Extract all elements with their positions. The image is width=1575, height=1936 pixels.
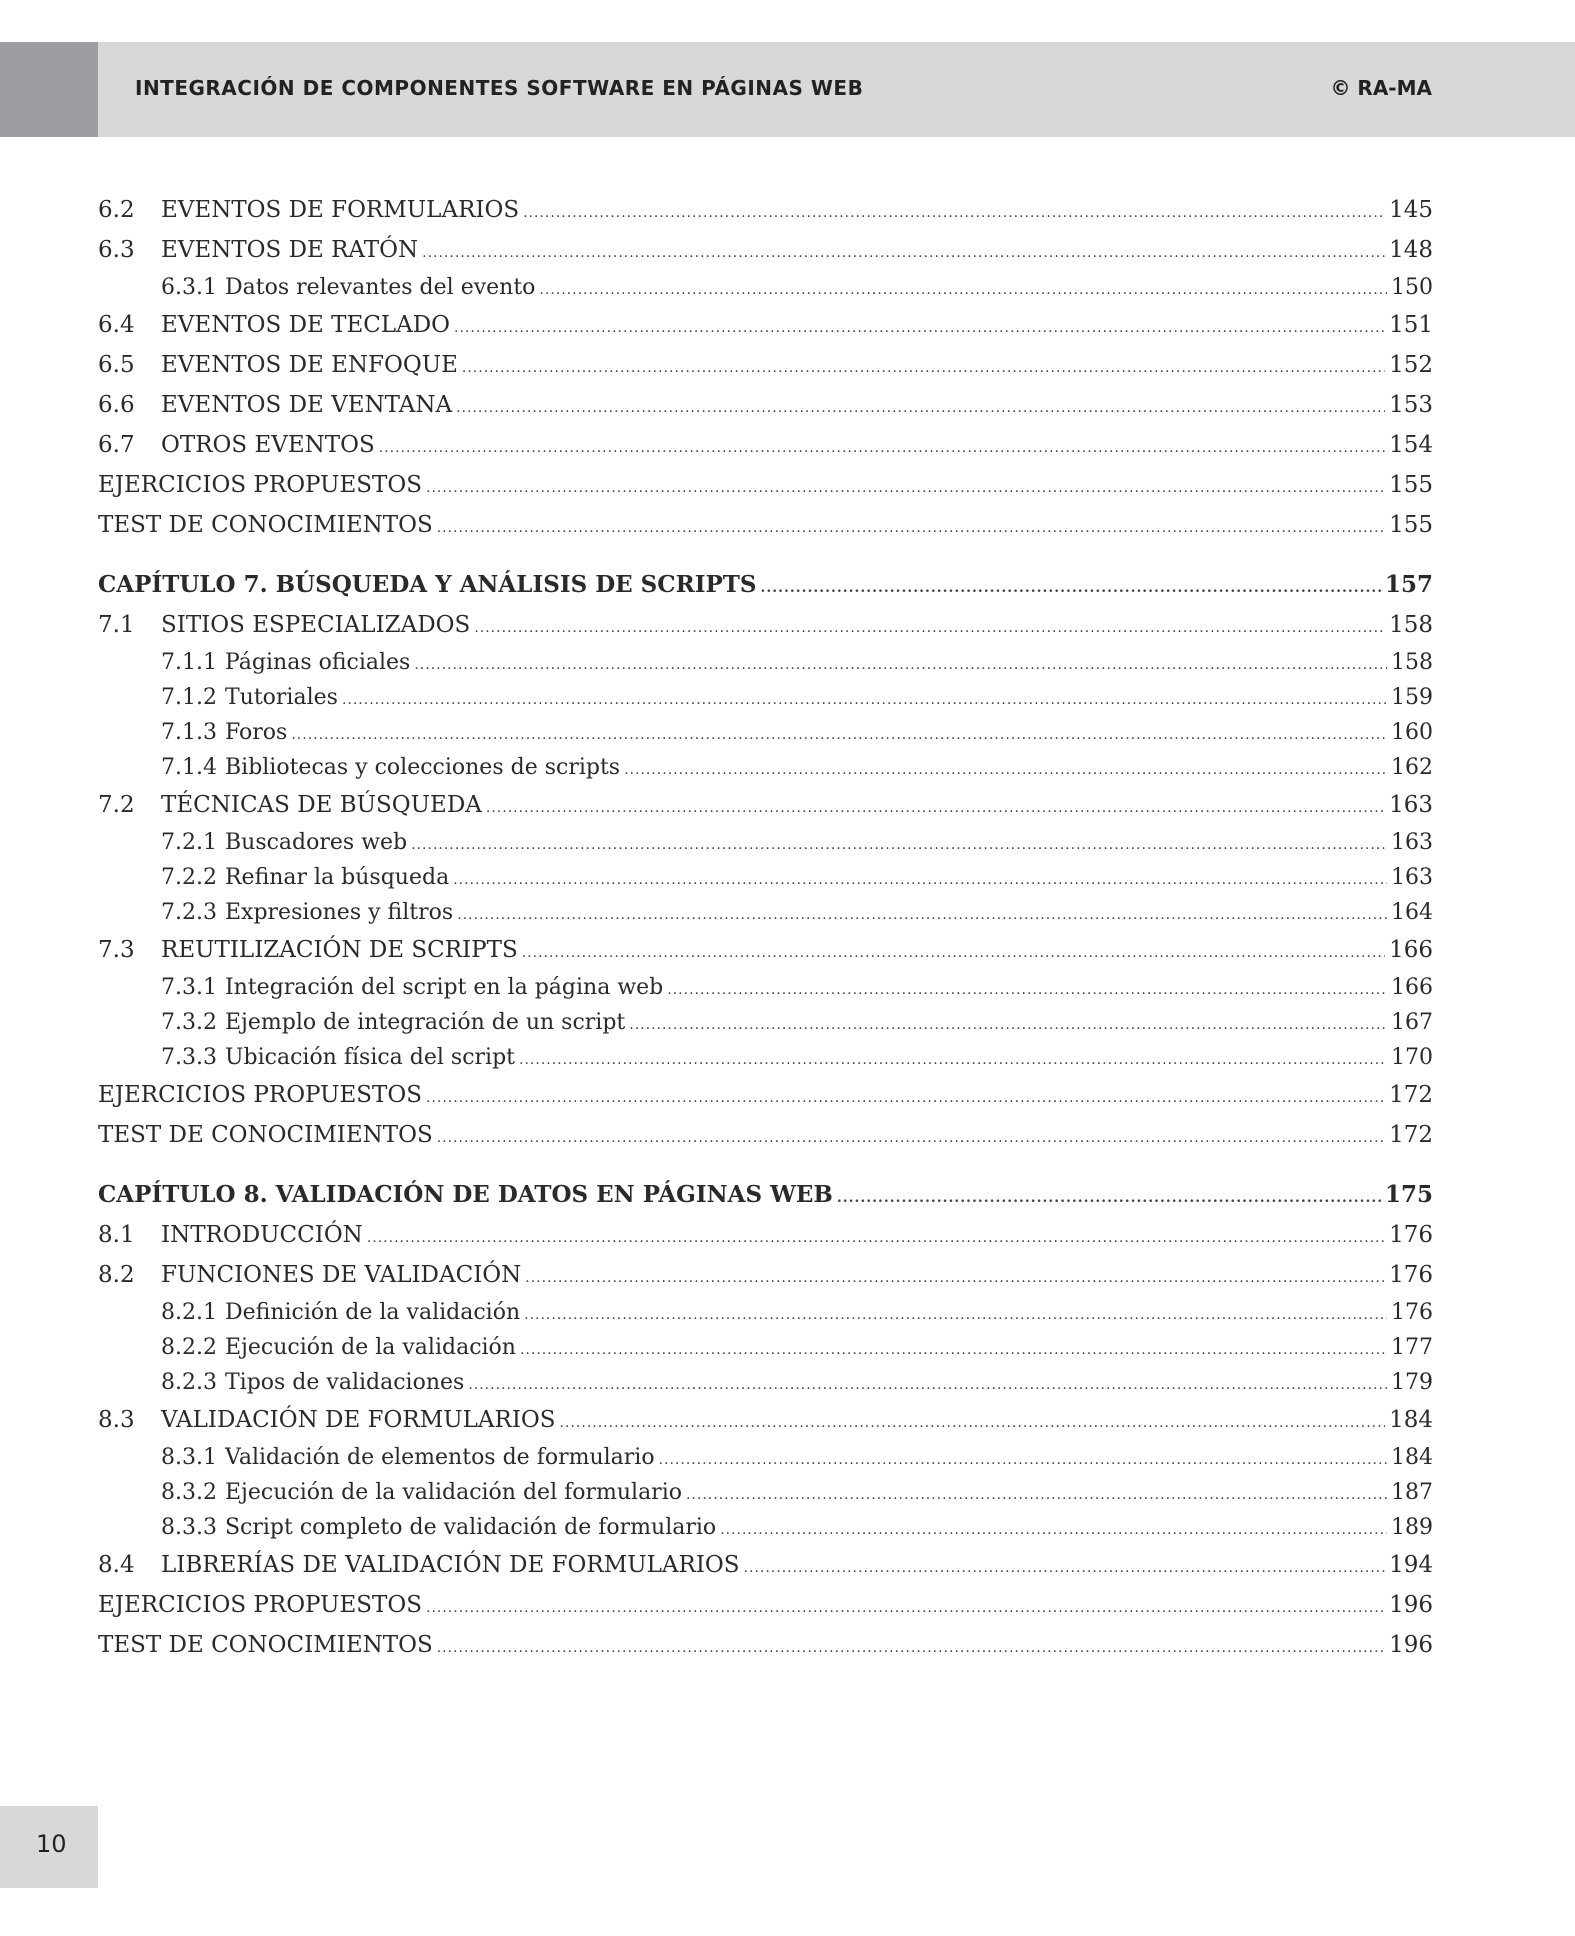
toc-entry-label: Validación de elementos de formulario	[224, 1445, 655, 1470]
dot-leader	[291, 718, 1387, 750]
toc-entry-label: Foros	[224, 720, 288, 745]
dot-leader	[367, 1218, 1385, 1255]
toc-entry-number: 8.2.3	[161, 1370, 217, 1395]
toc-entry	[98, 1075, 1433, 1115]
toc-entry-page: 194	[1389, 1552, 1433, 1578]
toc-entry-number: 6.2	[98, 197, 135, 223]
toc-entry-label: FUNCIONES DE VALIDACIÓN	[161, 1262, 522, 1288]
toc-entry-label: Refinar la búsqueda	[224, 865, 450, 890]
dot-leader	[525, 1258, 1385, 1295]
toc-subsection-entry	[98, 1330, 1433, 1365]
dot-leader	[519, 1043, 1387, 1075]
toc-entry	[98, 465, 1433, 505]
toc-entry-page: 176	[1389, 1222, 1433, 1248]
toc-entry-label: Bibliotecas y colecciones de scripts	[224, 755, 621, 780]
toc-entry-page: 196	[1389, 1592, 1433, 1618]
dot-leader	[456, 388, 1385, 425]
toc-subsection-entry	[98, 1040, 1433, 1075]
toc-entry-number: 7.1	[98, 612, 135, 638]
dot-leader	[414, 648, 1387, 680]
toc-entry-label: Ejemplo de integración de un script	[224, 1010, 626, 1035]
toc-entry-number: 7.1.1	[161, 650, 217, 675]
toc-entry-number: 6.3.1	[161, 275, 217, 300]
toc-entry	[98, 1625, 1433, 1665]
toc-entry-number: 7.2	[98, 792, 135, 818]
dot-leader	[437, 1628, 1385, 1665]
toc-entry-page: 187	[1391, 1480, 1433, 1505]
dot-leader	[462, 348, 1385, 385]
toc-entry	[98, 345, 1433, 385]
toc-entry-label: VALIDACIÓN DE FORMULARIOS	[161, 1407, 556, 1433]
toc-entry-number: 8.2.1	[161, 1300, 217, 1325]
toc-entry-page: 170	[1391, 1045, 1433, 1070]
dot-leader	[486, 788, 1385, 825]
toc-entry-label: EVENTOS DE VENTANA	[161, 392, 453, 418]
dot-leader	[454, 308, 1385, 345]
toc-entry-number: 7.3.3	[161, 1045, 217, 1070]
toc-entry-number: 6.3	[98, 237, 135, 263]
toc-entry-page: 163	[1391, 865, 1433, 890]
toc-entry-label: Script completo de validación de formulario	[224, 1515, 717, 1540]
dot-leader	[453, 863, 1387, 895]
toc-entry-label: Tipos de validaciones	[224, 1370, 465, 1395]
toc-entry-page: 179	[1391, 1370, 1433, 1395]
dot-leader	[659, 1443, 1387, 1475]
toc-entry-page: 177	[1391, 1335, 1433, 1360]
dot-leader	[474, 608, 1385, 645]
toc-entry-page: 163	[1389, 792, 1433, 818]
toc-subsection-entry	[98, 1510, 1433, 1545]
toc-entry-label: CAPÍTULO 8. VALIDACIÓN DE DATOS EN PÁGINAS WEB	[98, 1181, 833, 1208]
toc-entry-label: Integración del script en la página web	[224, 975, 664, 1000]
dot-leader	[342, 683, 1387, 715]
toc-entry-page: 151	[1389, 312, 1433, 338]
toc-entry-number: 7.1.2	[161, 685, 217, 710]
toc-subsection-entry	[98, 860, 1433, 895]
toc-entry-number: 8.2.2	[161, 1335, 217, 1360]
toc-entry-page: 164	[1391, 900, 1433, 925]
toc-entry-number: 8.3.2	[161, 1480, 217, 1505]
toc-subsection-entry	[98, 1440, 1433, 1475]
toc-entry-number: 8.3.3	[161, 1515, 217, 1540]
toc-entry-page: 172	[1389, 1082, 1433, 1108]
dot-leader	[426, 1078, 1385, 1115]
toc-entry-page: 163	[1391, 830, 1433, 855]
toc-entry-page: 152	[1389, 352, 1433, 378]
toc-subsection-entry	[98, 715, 1433, 750]
toc-subsection-entry	[98, 1365, 1433, 1400]
toc-entry	[98, 1115, 1433, 1155]
toc-entry-label: Datos relevantes del evento	[224, 275, 536, 300]
toc-entry-number: 7.2.2	[161, 865, 217, 890]
toc-entry-page: 176	[1391, 1300, 1433, 1325]
toc-entry-page: 184	[1389, 1407, 1433, 1433]
toc-entry-page: 176	[1389, 1262, 1433, 1288]
dot-leader	[426, 468, 1385, 505]
toc-entry-label: Expresiones y filtros	[224, 900, 454, 925]
toc-entry-page: 184	[1391, 1445, 1433, 1470]
dot-leader	[761, 568, 1381, 605]
toc-entry-page: 162	[1391, 755, 1433, 780]
toc-entry-label: TÉCNICAS DE BÚSQUEDA	[161, 792, 482, 818]
toc-entry-page: 155	[1389, 512, 1433, 538]
toc-entry-label: Ubicación física del script	[224, 1045, 516, 1070]
toc-subsection-entry	[98, 1295, 1433, 1330]
toc-entry-label: TEST DE CONOCIMIENTOS	[98, 1632, 433, 1658]
dot-leader	[524, 1298, 1387, 1330]
toc-entry-page: 153	[1389, 392, 1433, 418]
running-header-title: INTEGRACIÓN DE COMPONENTES SOFTWARE EN PÁGINAS WEB	[135, 76, 864, 100]
dot-leader	[520, 1333, 1387, 1365]
dot-leader	[539, 273, 1387, 305]
toc-entry-page: 145	[1389, 197, 1433, 223]
toc-entry	[98, 1400, 1433, 1440]
toc-entry-number: 8.1	[98, 1222, 135, 1248]
toc-entry-page: 189	[1391, 1515, 1433, 1540]
running-header-publisher: © RA-MA	[1330, 76, 1432, 100]
toc-entry-label: EVENTOS DE RATÓN	[161, 237, 419, 263]
toc-subsection-entry	[98, 1475, 1433, 1510]
toc-entry-page: 167	[1391, 1010, 1433, 1035]
toc-entry-page: 157	[1384, 571, 1433, 598]
dot-leader	[720, 1513, 1387, 1545]
toc-entry	[98, 785, 1433, 825]
toc-chapter-entry	[98, 565, 1433, 605]
toc-entry-label: CAPÍTULO 7. BÚSQUEDA Y ANÁLISIS DE SCRIPTS	[98, 571, 757, 598]
toc-entry-number: 8.3.1	[161, 1445, 217, 1470]
toc-subsection-entry	[98, 970, 1433, 1005]
dot-leader	[426, 1588, 1385, 1625]
toc-entry	[98, 505, 1433, 545]
toc-entry-page: 196	[1389, 1632, 1433, 1658]
toc-entry-number: 7.3.1	[161, 975, 217, 1000]
toc-subsection-entry	[98, 270, 1433, 305]
dot-leader	[744, 1548, 1386, 1585]
toc-entry-page: 158	[1391, 650, 1433, 675]
toc-entry-number: 7.2.3	[161, 900, 217, 925]
toc-entry-page: 159	[1391, 685, 1433, 710]
toc-entry-number: 6.4	[98, 312, 135, 338]
dot-leader	[624, 753, 1387, 785]
dot-leader	[437, 508, 1385, 545]
toc-entry-label: Ejecución de la validación	[224, 1335, 516, 1360]
toc-entry-label: LIBRERÍAS DE VALIDACIÓN DE FORMULARIOS	[161, 1552, 740, 1578]
toc-entry-page: 172	[1389, 1122, 1433, 1148]
toc-entry-label: Páginas oficiales	[224, 650, 411, 675]
toc-subsection-entry	[98, 750, 1433, 785]
toc-entry-label: TEST DE CONOCIMIENTOS	[98, 1122, 433, 1148]
dot-leader	[468, 1368, 1387, 1400]
toc-entry-label: Buscadores web	[224, 830, 408, 855]
toc-entry-label: EJERCICIOS PROPUESTOS	[98, 1592, 423, 1618]
toc-entry-number: 6.6	[98, 392, 135, 418]
toc-entry	[98, 425, 1433, 465]
dot-leader	[837, 1178, 1381, 1215]
toc-entry-label: Ejecución de la validación del formulario	[224, 1480, 682, 1505]
toc-entry	[98, 1585, 1433, 1625]
toc-subsection-entry	[98, 1005, 1433, 1040]
toc-entry	[98, 605, 1433, 645]
toc-subsection-entry	[98, 680, 1433, 715]
dot-leader	[422, 233, 1385, 270]
toc-entry-number: 7.3	[98, 937, 135, 963]
toc-entry	[98, 1255, 1433, 1295]
dot-leader	[522, 933, 1385, 970]
dot-leader	[437, 1118, 1385, 1155]
toc-entry-number: 6.7	[98, 432, 135, 458]
toc-entry-page: 175	[1384, 1181, 1433, 1208]
toc-entry	[98, 1215, 1433, 1255]
toc-subsection-entry	[98, 645, 1433, 680]
toc-entry-label: EVENTOS DE ENFOQUE	[161, 352, 458, 378]
toc-entry-number: 8.4	[98, 1552, 135, 1578]
toc-entry-label: Definición de la validación	[224, 1300, 521, 1325]
toc-entry-page: 166	[1389, 937, 1433, 963]
dot-leader	[457, 898, 1387, 930]
dot-leader	[686, 1478, 1387, 1510]
dot-leader	[560, 1403, 1386, 1440]
toc-entry-label: Tutoriales	[224, 685, 338, 710]
toc-entry-page: 160	[1391, 720, 1433, 745]
toc-entry-page: 158	[1389, 612, 1433, 638]
dot-leader	[629, 1008, 1387, 1040]
page-number: 10	[36, 1830, 67, 1858]
toc-entry	[98, 930, 1433, 970]
toc-entry-label: EJERCICIOS PROPUESTOS	[98, 472, 423, 498]
toc-entry-label: OTROS EVENTOS	[161, 432, 375, 458]
toc-subsection-entry	[98, 895, 1433, 930]
toc-entry	[98, 305, 1433, 345]
toc-entry-label: SITIOS ESPECIALIZADOS	[161, 612, 471, 638]
toc-entry-label: INTRODUCCIÓN	[161, 1222, 363, 1248]
toc-entry-label: EVENTOS DE FORMULARIOS	[161, 197, 520, 223]
toc-entry	[98, 230, 1433, 270]
toc-entry-page: 154	[1389, 432, 1433, 458]
toc-entry-number: 7.3.2	[161, 1010, 217, 1035]
toc-entry	[98, 190, 1433, 230]
toc-entry-page: 155	[1389, 472, 1433, 498]
toc-entry-number: 7.1.3	[161, 720, 217, 745]
toc-entry-page: 166	[1391, 975, 1433, 1000]
dot-leader	[379, 428, 1385, 465]
toc-entry	[98, 385, 1433, 425]
toc-entry-label: EJERCICIOS PROPUESTOS	[98, 1082, 423, 1108]
toc-entry-number: 7.2.1	[161, 830, 217, 855]
toc-entry-number: 6.5	[98, 352, 135, 378]
toc-entry-number: 8.2	[98, 1262, 135, 1288]
toc-subsection-entry	[98, 825, 1433, 860]
table-of-contents	[98, 190, 1433, 1665]
dot-leader	[411, 828, 1387, 860]
toc-entry-label: REUTILIZACIÓN DE SCRIPTS	[161, 937, 518, 963]
header-tab-decoration	[0, 42, 98, 137]
dot-leader	[523, 193, 1385, 230]
toc-entry-page: 148	[1389, 237, 1433, 263]
toc-entry-label: EVENTOS DE TECLADO	[161, 312, 451, 338]
toc-entry	[98, 1545, 1433, 1585]
toc-entry-number: 8.3	[98, 1407, 135, 1433]
toc-entry-page: 150	[1391, 275, 1433, 300]
toc-chapter-entry	[98, 1175, 1433, 1215]
toc-entry-number: 7.1.4	[161, 755, 217, 780]
toc-entry-label: TEST DE CONOCIMIENTOS	[98, 512, 433, 538]
dot-leader	[667, 973, 1387, 1005]
